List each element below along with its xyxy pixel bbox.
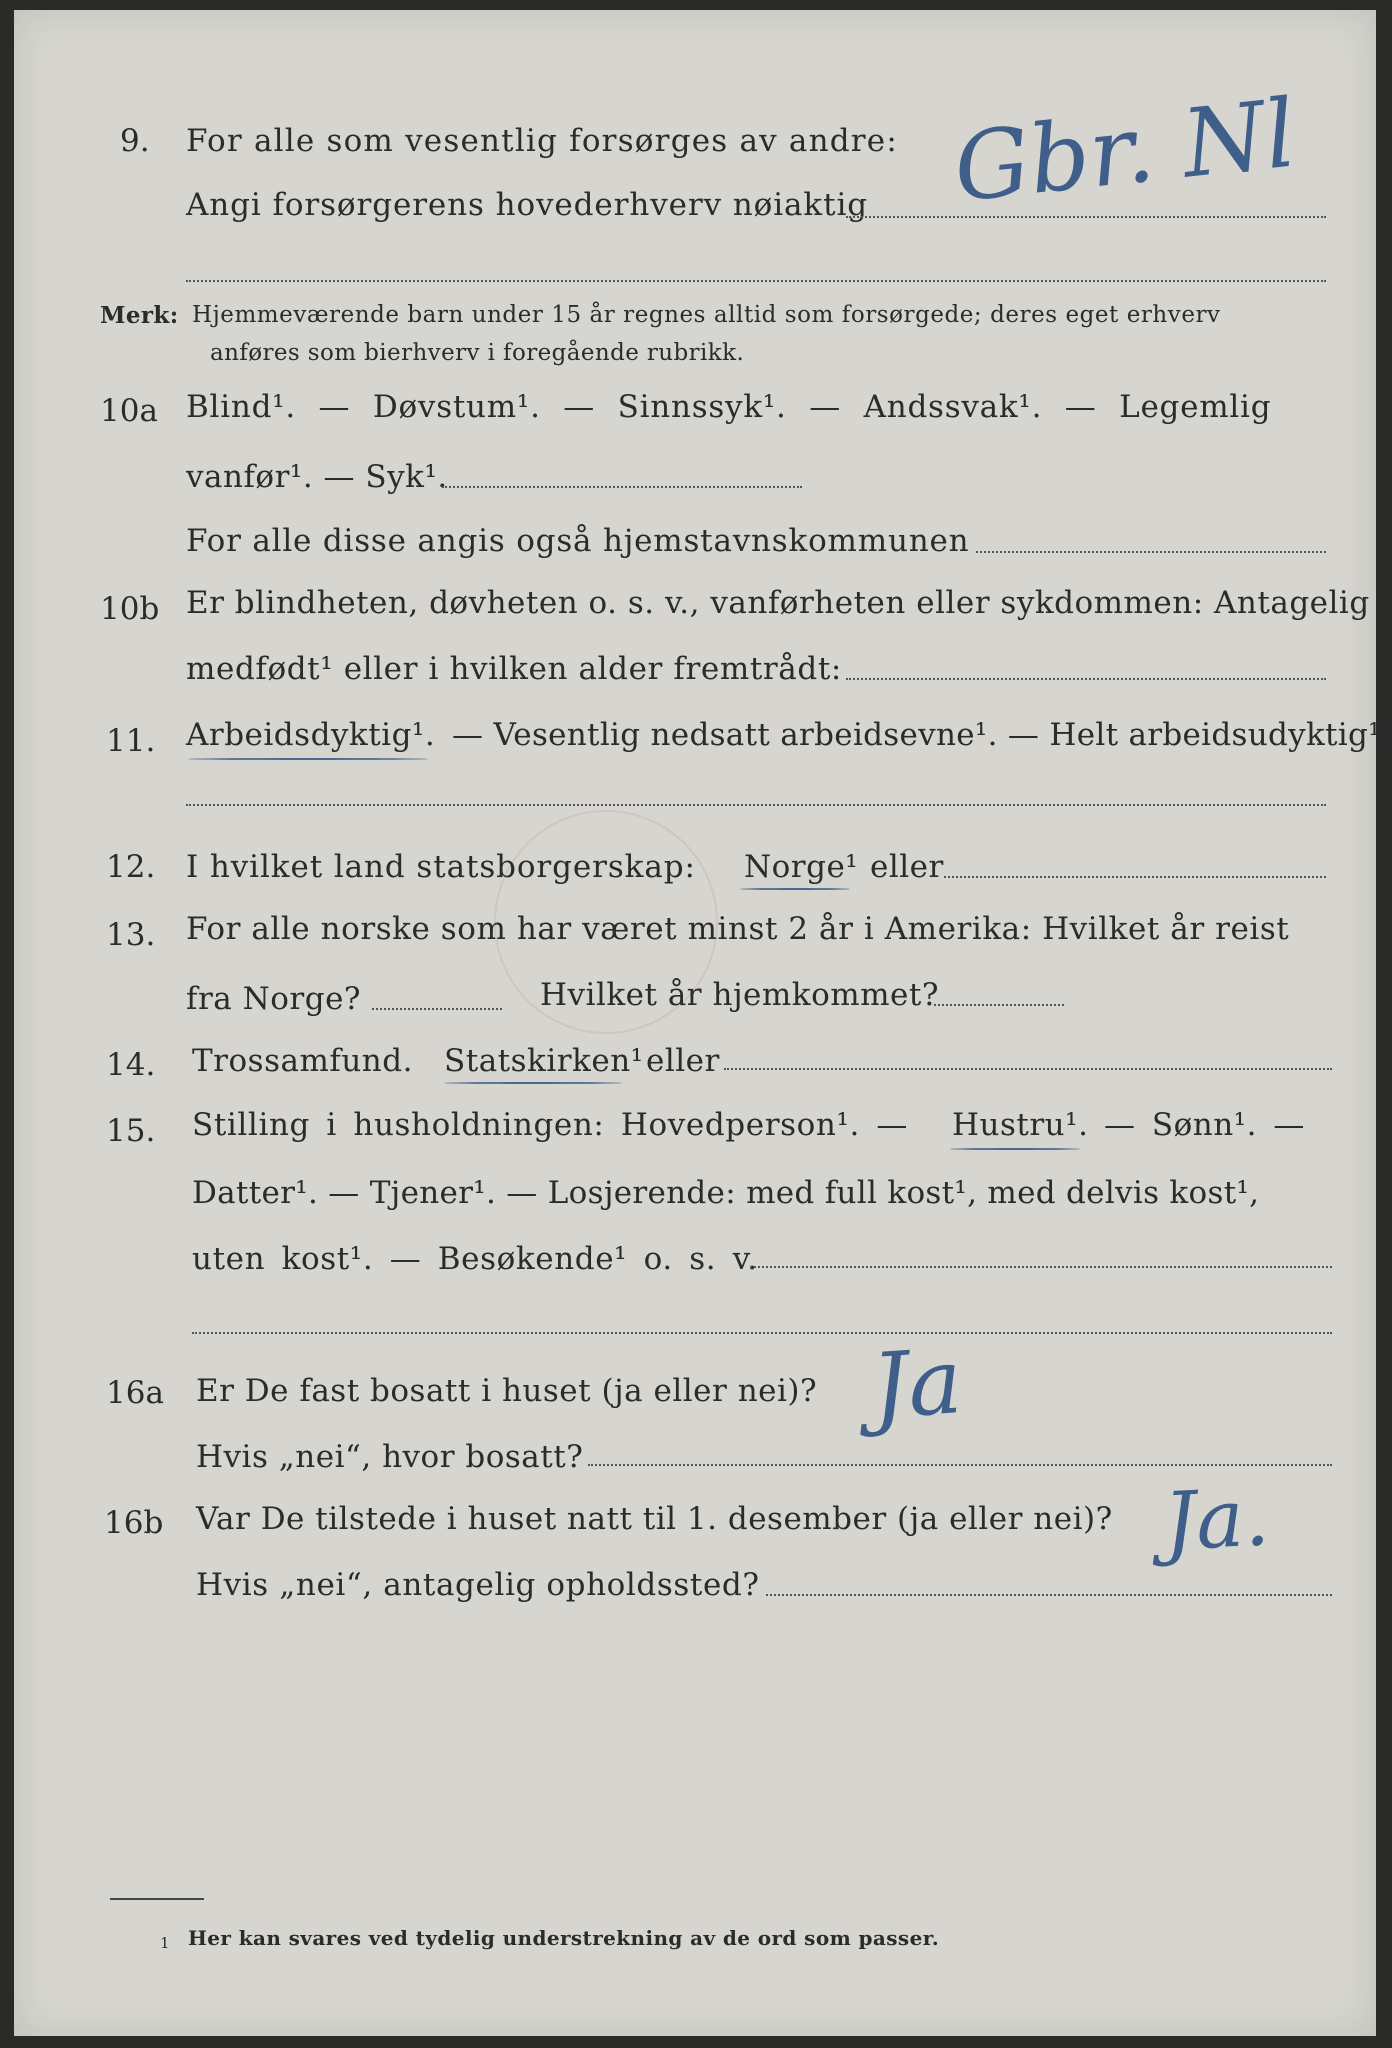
- q11-option-arbeidsdyktig: Arbeidsdyktig¹.: [186, 717, 436, 753]
- q15-line1a: Stilling i husholdningen: Hovedperson¹. —: [192, 1107, 908, 1143]
- q10a-line2-answer-line: [442, 486, 802, 488]
- q11-number: 11.: [106, 723, 156, 759]
- q14-option-statskirken: Statskirken¹: [444, 1043, 644, 1079]
- q12-handwritten-underline: [740, 888, 850, 890]
- q16b-handwritten-answer: Ja.: [1161, 1470, 1272, 1569]
- merk-line2: anføres som bierhverv i foregående rubrikk.: [210, 340, 745, 366]
- q13-number: 13.: [106, 917, 156, 953]
- q11-rest: — Vesentlig nedsatt arbeidsevne¹. — Helt arbeidsudyktig¹.: [452, 717, 1392, 753]
- footnote-separator: [110, 1898, 204, 1900]
- q16a-line1: Er De fast bosatt i huset (ja eller nei)?: [196, 1373, 818, 1409]
- q16a-answer-line: [588, 1464, 1332, 1466]
- q16b-answer-line: [766, 1594, 1332, 1596]
- q16a-line2: Hvis „nei“, hvor bosatt?: [196, 1439, 584, 1475]
- q10b-number: 10b: [100, 591, 160, 627]
- q9-answer-line: [846, 216, 1326, 218]
- q10b-line2: medfødt¹ eller i hvilken alder fremtrådt:: [186, 651, 842, 687]
- q16a-number: 16a: [106, 1375, 164, 1411]
- q15-answer-line: [750, 1266, 1332, 1268]
- q12-number: 12.: [106, 849, 156, 885]
- q13-line1: For alle norske som har været minst 2 år i Amerika: Hvilket år reist: [186, 911, 1290, 947]
- q15-number: 15.: [106, 1113, 156, 1149]
- q15-continuation-line: [192, 1332, 1332, 1334]
- q14-suffix: eller: [646, 1043, 720, 1079]
- q14-handwritten-underline: [444, 1082, 622, 1084]
- q9-number: 9.: [120, 123, 150, 159]
- q15-line2: Datter¹. — Tjener¹. — Losjerende: med full kost¹, med delvis kost¹,: [192, 1175, 1260, 1211]
- q9-line2: Angi forsørgerens hovederhverv nøiaktig: [186, 187, 869, 223]
- q16a-handwritten-answer: Ja: [868, 1328, 966, 1441]
- q10a-line1: Blind¹. — Døvstum¹. — Sinnssyk¹. — Andssvak¹. — Legemlig: [186, 389, 1272, 425]
- q12-suffix: eller: [870, 849, 944, 885]
- q13-line2a: fra Norge?: [186, 981, 362, 1017]
- q9-line1: For alle som vesentlig forsørges av andre:: [186, 123, 898, 159]
- q14-answer-line: [724, 1068, 1332, 1070]
- q14-prefix: Trossamfund.: [192, 1043, 413, 1079]
- q16b-line2: Hvis „nei“, antagelig opholdssted?: [196, 1567, 760, 1603]
- q13-line2b: Hvilket år hjemkommet?: [540, 977, 939, 1013]
- q12-prefix: I hvilket land statsborgerskap:: [186, 849, 696, 885]
- q10a-line2: vanfør¹. — Syk¹.: [186, 459, 448, 495]
- merk-line1: Hjemmeværende barn under 15 år regnes alltid som forsørgede; deres eget erhverv: [192, 302, 1221, 328]
- q12-answer-line: [944, 876, 1326, 878]
- q10b-line1: Er blindheten, døvheten o. s. v., vanførheten eller sykdommen: Antagelig: [186, 585, 1370, 621]
- q11-handwritten-underline: [188, 758, 428, 760]
- q11-continuation-line: [186, 804, 1326, 806]
- q10b-answer-line: [846, 678, 1326, 680]
- merk-label: Merk:: [100, 302, 179, 329]
- census-form-page: [14, 10, 1392, 2036]
- q15-option-hustru: Hustru¹.: [952, 1107, 1089, 1143]
- q9-continuation-line: [186, 280, 1326, 282]
- q15-line1b: — Sønn¹. —: [1104, 1107, 1305, 1143]
- footnote-mark: 1: [160, 1934, 170, 1952]
- q14-number: 14.: [106, 1047, 156, 1083]
- footnote-text: Her kan svares ved tydelig understrekning av de ord som passer.: [188, 1926, 940, 1950]
- q13-reist-answer-line: [372, 1008, 502, 1010]
- q13-hjemkommet-answer-line: [934, 1004, 1064, 1006]
- q15-line3: uten kost¹. — Besøkende¹ o. s. v.: [192, 1241, 758, 1277]
- q10a-line3: For alle disse angis også hjemstavnskommunen: [186, 523, 970, 559]
- q15-handwritten-underline: [950, 1148, 1080, 1150]
- q16b-line1: Var De tilstede i huset natt til 1. desember (ja eller nei)?: [196, 1501, 1113, 1537]
- q16b-number: 16b: [104, 1505, 164, 1541]
- q10a-line3-answer-line: [976, 551, 1326, 553]
- q12-option-norge: Norge¹: [744, 849, 859, 885]
- q10a-number: 10a: [100, 393, 158, 429]
- q9-handwritten-answer: Gbr. Nl: [949, 79, 1301, 224]
